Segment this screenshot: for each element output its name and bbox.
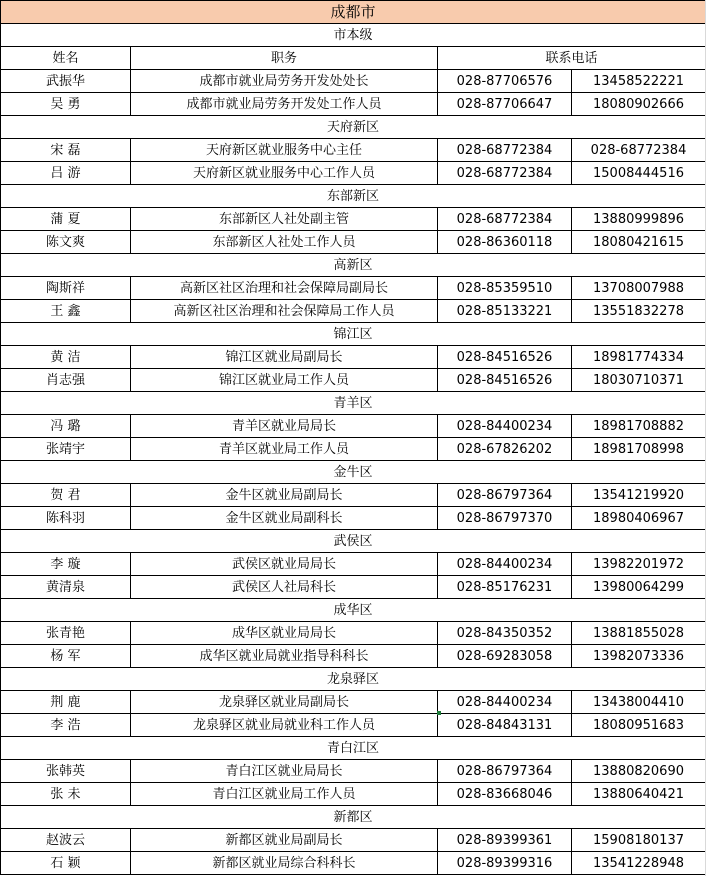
- section-title-cell[interactable]: 龙泉驿区: [1, 668, 706, 691]
- position-cell[interactable]: 东部新区人社处副主管: [131, 208, 438, 231]
- mobile-cell[interactable]: 13982201972: [572, 553, 706, 576]
- landline-cell[interactable]: 028-68772384: [438, 162, 572, 185]
- sheet-title-cell[interactable]: 成都市: [1, 1, 706, 24]
- name-cell[interactable]: 张韩英: [1, 760, 131, 783]
- landline-cell[interactable]: 028-84400234: [438, 553, 572, 576]
- position-cell[interactable]: 青羊区就业局工作人员: [131, 438, 438, 461]
- landline-cell[interactable]: 028-85133221: [438, 300, 572, 323]
- position-cell[interactable]: 天府新区就业服务中心工作人员: [131, 162, 438, 185]
- table-row: [1, 70, 706, 93]
- name-cell[interactable]: 杨 军: [1, 645, 131, 668]
- mobile-cell[interactable]: 18981708998: [572, 438, 706, 461]
- table-row: [1, 691, 706, 714]
- table-row: [1, 93, 706, 116]
- landline-cell[interactable]: 028-84516526: [438, 346, 572, 369]
- landline-cell[interactable]: 028-87706576: [438, 70, 572, 93]
- table-row: [1, 438, 706, 461]
- mobile-cell[interactable]: 18080421615: [572, 231, 706, 254]
- table-row: [1, 852, 706, 875]
- section-row: [1, 737, 706, 760]
- name-cell[interactable]: 张靖宇: [1, 438, 131, 461]
- name-cell[interactable]: 赵波云: [1, 829, 131, 852]
- cell-selection-handle[interactable]: [437, 711, 441, 715]
- position-cell[interactable]: 成华区就业局局长: [131, 622, 438, 645]
- section-row: [1, 185, 706, 208]
- mobile-cell[interactable]: 13880999896: [572, 208, 706, 231]
- name-cell[interactable]: 吴 勇: [1, 93, 131, 116]
- mobile-cell[interactable]: 13541228948: [572, 852, 706, 875]
- position-cell[interactable]: 武侯区人社局科长: [131, 576, 438, 599]
- position-cell[interactable]: 武侯区就业局局长: [131, 553, 438, 576]
- landline-cell[interactable]: 028-84350352: [438, 622, 572, 645]
- name-cell[interactable]: 宋 磊: [1, 139, 131, 162]
- mobile-cell[interactable]: 18981708882: [572, 415, 706, 438]
- section-title-cell[interactable]: 青羊区: [1, 392, 706, 415]
- position-cell[interactable]: 成华区就业局就业指导科科长: [131, 645, 438, 668]
- section-row: [1, 461, 706, 484]
- landline-cell[interactable]: 028-86797364: [438, 484, 572, 507]
- title-row: [1, 1, 706, 24]
- table-row: [1, 507, 706, 530]
- landline-cell[interactable]: 028-86360118: [438, 231, 572, 254]
- landline-cell[interactable]: 028-84843131: [438, 714, 572, 737]
- landline-cell[interactable]: 028-86797370: [438, 507, 572, 530]
- position-cell[interactable]: 新都区就业局综合科科长: [131, 852, 438, 875]
- landline-cell[interactable]: 028-87706647: [438, 93, 572, 116]
- section-title-cell[interactable]: 高新区: [1, 254, 706, 277]
- table-row: [1, 576, 706, 599]
- table-row: [1, 622, 706, 645]
- mobile-cell[interactable]: 028-68772384: [572, 139, 706, 162]
- section-row: [1, 668, 706, 691]
- name-cell[interactable]: 陈科羽: [1, 507, 131, 530]
- table-row: [1, 231, 706, 254]
- header-position-cell[interactable]: 职务: [131, 47, 438, 70]
- section-title-cell[interactable]: 成华区: [1, 599, 706, 622]
- name-cell[interactable]: 李 璇: [1, 553, 131, 576]
- name-cell[interactable]: 石 颖: [1, 852, 131, 875]
- position-cell[interactable]: 青白江区就业局工作人员: [131, 783, 438, 806]
- section-row: [1, 24, 706, 47]
- section-title-cell[interactable]: 市本级: [1, 24, 706, 47]
- table-row: [1, 346, 706, 369]
- table-row: [1, 162, 706, 185]
- table-row: [1, 829, 706, 852]
- position-cell[interactable]: 成都市就业局劳务开发处处长: [131, 70, 438, 93]
- name-cell[interactable]: 张 未: [1, 783, 131, 806]
- mobile-cell[interactable]: 18980406967: [572, 507, 706, 530]
- position-cell[interactable]: 新都区就业局副局长: [131, 829, 438, 852]
- table-row: [1, 484, 706, 507]
- landline-cell[interactable]: 028-68772384: [438, 139, 572, 162]
- section-title-cell[interactable]: 锦江区: [1, 323, 706, 346]
- header-row: [1, 47, 706, 70]
- table-row: [1, 369, 706, 392]
- position-cell[interactable]: 高新区社区治理和社会保障局工作人员: [131, 300, 438, 323]
- mobile-cell[interactable]: 18080951683: [572, 714, 706, 737]
- position-cell[interactable]: 东部新区人社处工作人员: [131, 231, 438, 254]
- section-title-cell[interactable]: 天府新区: [1, 116, 706, 139]
- section-title-cell[interactable]: 新都区: [1, 806, 706, 829]
- landline-cell[interactable]: 028-85176231: [438, 576, 572, 599]
- position-cell[interactable]: 高新区社区治理和社会保障局副局长: [131, 277, 438, 300]
- section-title-cell[interactable]: 青白江区: [1, 737, 706, 760]
- name-cell[interactable]: 李 浩: [1, 714, 131, 737]
- name-cell[interactable]: 陈文爽: [1, 231, 131, 254]
- section-row: [1, 392, 706, 415]
- table-row: [1, 553, 706, 576]
- mobile-cell[interactable]: 15908180137: [572, 829, 706, 852]
- name-cell[interactable]: 王 鑫: [1, 300, 131, 323]
- landline-cell[interactable]: 028-83668046: [438, 783, 572, 806]
- name-cell[interactable]: 吕 游: [1, 162, 131, 185]
- landline-cell[interactable]: 028-68772384: [438, 208, 572, 231]
- section-title-cell[interactable]: 武侯区: [1, 530, 706, 553]
- mobile-cell[interactable]: 13881855028: [572, 622, 706, 645]
- mobile-cell[interactable]: 13458522221: [572, 70, 706, 93]
- section-row: [1, 806, 706, 829]
- name-cell[interactable]: 荆 鹿: [1, 691, 131, 714]
- name-cell[interactable]: 蒲 夏: [1, 208, 131, 231]
- mobile-cell[interactable]: 13880640421: [572, 783, 706, 806]
- landline-cell[interactable]: 028-67826202: [438, 438, 572, 461]
- section-row: [1, 323, 706, 346]
- sheet-edge: [705, 0, 706, 876]
- name-cell[interactable]: 武振华: [1, 70, 131, 93]
- table-row: [1, 415, 706, 438]
- position-cell[interactable]: 龙泉驿区就业局副局长: [131, 691, 438, 714]
- name-cell[interactable]: 黄清泉: [1, 576, 131, 599]
- table-row: [1, 783, 706, 806]
- section-row: [1, 254, 706, 277]
- landline-cell[interactable]: 028-89399316: [438, 852, 572, 875]
- table-row: [1, 645, 706, 668]
- mobile-cell[interactable]: 13541219920: [572, 484, 706, 507]
- position-cell[interactable]: 青羊区就业局局长: [131, 415, 438, 438]
- position-cell[interactable]: 龙泉驿区就业局就业科工作人员: [131, 714, 438, 737]
- header-phone-cell[interactable]: 联系电话: [438, 47, 706, 70]
- mobile-cell[interactable]: 18080902666: [572, 93, 706, 116]
- table-row: [1, 208, 706, 231]
- table-row: [1, 760, 706, 783]
- landline-cell[interactable]: 028-85359510: [438, 277, 572, 300]
- name-cell[interactable]: 贺 君: [1, 484, 131, 507]
- table-body: [1, 1, 706, 875]
- name-cell[interactable]: 张青艳: [1, 622, 131, 645]
- landline-cell[interactable]: 028-84516526: [438, 369, 572, 392]
- mobile-cell[interactable]: 18030710371: [572, 369, 706, 392]
- position-cell[interactable]: 金牛区就业局副局长: [131, 484, 438, 507]
- table-row: [1, 139, 706, 162]
- name-cell[interactable]: 陶斯祥: [1, 277, 131, 300]
- mobile-cell[interactable]: 13438004410: [572, 691, 706, 714]
- landline-cell[interactable]: 028-86797364: [438, 760, 572, 783]
- section-title-cell[interactable]: 金牛区: [1, 461, 706, 484]
- mobile-cell[interactable]: 15008444516: [572, 162, 706, 185]
- table-row: [1, 300, 706, 323]
- name-cell[interactable]: 黄 洁: [1, 346, 131, 369]
- position-cell[interactable]: 锦江区就业局副局长: [131, 346, 438, 369]
- landline-cell[interactable]: 028-89399361: [438, 829, 572, 852]
- name-cell[interactable]: 冯 璐: [1, 415, 131, 438]
- section-row: [1, 530, 706, 553]
- section-row: [1, 599, 706, 622]
- table-row: [1, 277, 706, 300]
- position-cell[interactable]: 天府新区就业服务中心主任: [131, 139, 438, 162]
- position-cell[interactable]: 金牛区就业局副科长: [131, 507, 438, 530]
- landline-cell[interactable]: 028-84400234: [438, 691, 572, 714]
- mobile-cell[interactable]: 18981774334: [572, 346, 706, 369]
- section-row: [1, 116, 706, 139]
- position-cell[interactable]: 成都市就业局劳务开发处工作人员: [131, 93, 438, 116]
- landline-cell[interactable]: 028-69283058: [438, 645, 572, 668]
- position-cell[interactable]: 青白江区就业局局长: [131, 760, 438, 783]
- mobile-cell[interactable]: 13880820690: [572, 760, 706, 783]
- mobile-cell[interactable]: 13980064299: [572, 576, 706, 599]
- name-cell[interactable]: 肖志强: [1, 369, 131, 392]
- mobile-cell[interactable]: 13708007988: [572, 277, 706, 300]
- mobile-cell[interactable]: 13551832278: [572, 300, 706, 323]
- mobile-cell[interactable]: 13982073336: [572, 645, 706, 668]
- header-name-cell[interactable]: 姓名: [1, 47, 131, 70]
- section-title-cell[interactable]: 东部新区: [1, 185, 706, 208]
- landline-cell[interactable]: 028-84400234: [438, 415, 572, 438]
- table-row: [1, 714, 706, 737]
- position-cell[interactable]: 锦江区就业局工作人员: [131, 369, 438, 392]
